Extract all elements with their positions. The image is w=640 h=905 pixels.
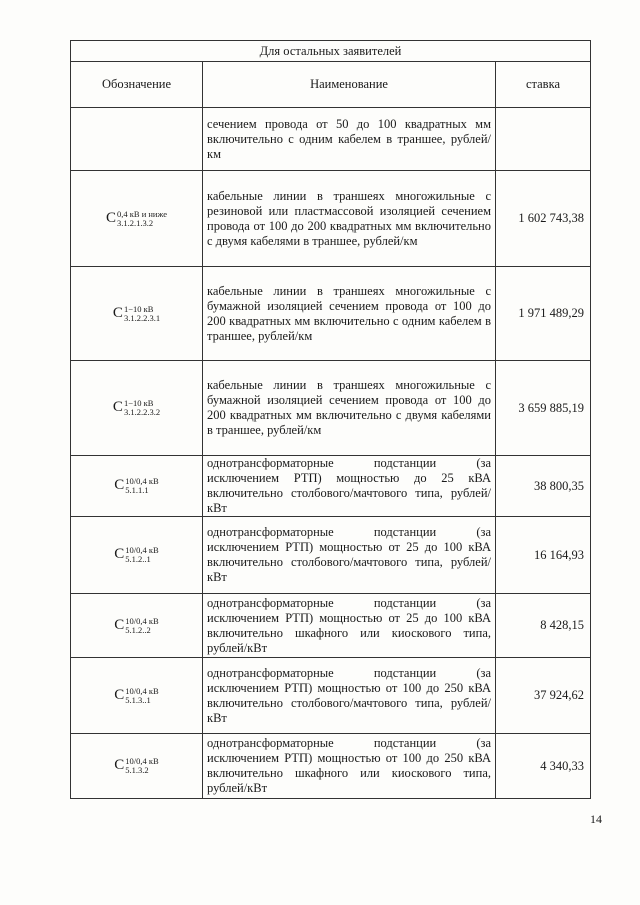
table-row bbox=[71, 517, 591, 594]
designation-number: 5.1.2..2 bbox=[125, 624, 151, 635]
rate-cell: 37 924,62 bbox=[496, 658, 591, 734]
table-row bbox=[71, 594, 591, 658]
name-cell: однотрансформаторные подстанции (за исключением РТП) мощностью от 25 до 100 кВА включительно столбового/мачтового типа, рублей/кВт bbox=[203, 517, 496, 594]
table-header-row bbox=[71, 62, 591, 108]
designation-index bbox=[125, 687, 158, 705]
table-row bbox=[71, 658, 591, 734]
table-caption: Для остальных заявителей bbox=[71, 41, 591, 62]
designation-index bbox=[124, 305, 160, 323]
designation-cell bbox=[71, 267, 203, 361]
designation-cell bbox=[71, 361, 203, 456]
designation-index bbox=[125, 546, 158, 564]
designation-voltage: 10/0,4 кВ bbox=[125, 545, 159, 555]
rate-cell: 8 428,15 bbox=[496, 594, 591, 658]
designation-index bbox=[125, 477, 158, 495]
designation-cell bbox=[71, 594, 203, 658]
designation-voltage: 1−10 кВ bbox=[123, 303, 154, 314]
table-row bbox=[71, 267, 591, 361]
designation-number: 5.1.3.2 bbox=[125, 765, 149, 775]
designation-number: 5.1.1.1 bbox=[125, 485, 149, 495]
name-cell: кабельные линии в траншеях многожильные с бумажной изоляцией сечением провода от 100 до 200 квадратных мм включительно с двумя кабелями в траншее, рублей/км bbox=[203, 361, 496, 456]
designation-voltage: 10/0,4 кВ bbox=[125, 476, 159, 486]
designation-index bbox=[117, 210, 167, 228]
designation-index bbox=[125, 757, 158, 775]
name-cell: однотрансформаторные подстанции (за исключением РТП) мощностью до 25 кВА включительно столбового/мачтового типа, рублей/кВт bbox=[203, 456, 496, 517]
header-rate: ставка bbox=[496, 62, 591, 108]
table-row bbox=[71, 456, 591, 517]
designation-number: 3.1.2.2.3.1 bbox=[123, 312, 161, 323]
name-cell: однотрансформаторные подстанции (за исключением РТП) мощностью от 100 до 250 кВА включительно шкафного или киоскового типа, рублей/кВт bbox=[203, 734, 496, 799]
designation-symbol: С bbox=[114, 476, 125, 493]
designation-voltage: 0,4 кВ и ниже bbox=[117, 208, 167, 219]
designation-cell bbox=[71, 108, 203, 171]
name-cell: кабельные линии в траншеях многожильные с бумажной изоляцией сечением провода от 100 до 200 квадратных мм включительно с одним кабелем в траншее, рублей/км bbox=[203, 267, 496, 361]
name-cell: кабельные линии в траншеях многожильные с резиновой или пластмассовой изоляцией сечением провода от 100 до 200 квадратных мм включительно с двумя кабелями в траншее, рублей/км bbox=[203, 171, 496, 267]
designation-symbol: С bbox=[114, 616, 125, 633]
header-name: Наименование bbox=[203, 62, 496, 108]
designation-number: 5.1.2..1 bbox=[125, 554, 151, 564]
rate-cell: 4 340,33 bbox=[496, 734, 591, 799]
name-cell: однотрансформаторные подстанции (за исключением РТП) мощностью от 100 до 250 кВА включительно столбового/мачтового типа, рублей/кВт bbox=[203, 658, 496, 734]
rate-cell: 1 602 743,38 bbox=[496, 171, 591, 267]
table-row bbox=[71, 171, 591, 267]
tariff-table bbox=[70, 40, 591, 799]
rate-cell: 38 800,35 bbox=[496, 456, 591, 517]
table-row bbox=[71, 734, 591, 799]
designation-cell bbox=[71, 456, 203, 517]
designation-voltage: 10/0,4 кВ bbox=[125, 685, 159, 696]
designation-index bbox=[125, 617, 158, 635]
name-cell: однотрансформаторные подстанции (за исключением РТП) мощностью от 25 до 100 кВА включительно шкафного или киоскового типа, рублей/кВт bbox=[203, 594, 496, 658]
designation-symbol: С bbox=[114, 756, 125, 773]
designation-voltage: 10/0,4 кВ bbox=[125, 615, 159, 626]
designation-voltage: 1−10 кВ bbox=[123, 398, 154, 408]
designation-cell bbox=[71, 734, 203, 799]
name-cell: сечением провода от 50 до 100 квадратных мм включительно с одним кабелем в траншее, рублей/км bbox=[203, 108, 496, 171]
designation-symbol: С bbox=[112, 398, 123, 415]
table-caption-row bbox=[71, 41, 591, 62]
rate-cell: 16 164,93 bbox=[496, 517, 591, 594]
table-row bbox=[71, 361, 591, 456]
designation-number: 3.1.2.2.3.2 bbox=[123, 407, 161, 417]
designation-number: 3.1.2.1.3.2 bbox=[117, 217, 154, 228]
designation-cell bbox=[71, 171, 203, 267]
designation-index bbox=[124, 399, 160, 417]
designation-symbol: С bbox=[112, 304, 123, 321]
rate-cell: 1 971 489,29 bbox=[496, 267, 591, 361]
designation-cell bbox=[71, 517, 203, 594]
designation-symbol: С bbox=[114, 545, 125, 562]
rate-cell: 3 659 885,19 bbox=[496, 361, 591, 456]
table-row bbox=[71, 108, 591, 171]
rate-cell bbox=[496, 108, 591, 171]
designation-voltage: 10/0,4 кВ bbox=[125, 756, 159, 766]
designation-symbol: С bbox=[114, 686, 125, 703]
page-number: 14 bbox=[590, 812, 602, 826]
header-designation: Обозначение bbox=[71, 62, 203, 108]
designation-cell bbox=[71, 658, 203, 734]
designation-number: 5.1.3..1 bbox=[125, 694, 151, 705]
designation-symbol: С bbox=[106, 209, 117, 226]
